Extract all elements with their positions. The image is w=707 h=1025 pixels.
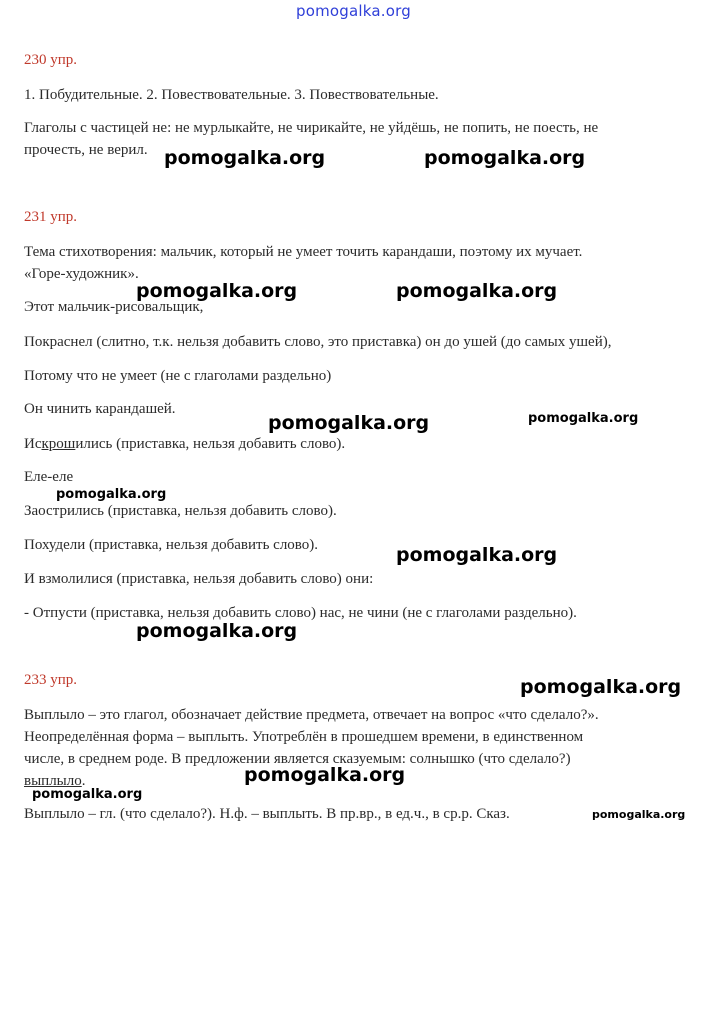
ex231-line-11: И взмолилися (приставка, нельзя добавить слово) они: <box>24 571 374 587</box>
watermark[interactable]: pomogalka.org <box>56 487 167 502</box>
ex233-line-3: числе, в среднем роде. В предложении является сказуемым: солнышко (что сделало?) <box>24 751 571 767</box>
ex233-line-1: Выплыло – это глагол, обозначает действие предмета, отвечает на вопрос «что сделало?». <box>24 707 599 723</box>
watermark[interactable]: pomogalka.org <box>136 620 298 642</box>
watermark[interactable]: pomogalka.org <box>396 280 558 302</box>
watermark[interactable]: pomogalka.org <box>32 787 143 802</box>
ex231-line-8: Еле-еле <box>24 469 74 485</box>
watermark[interactable]: pomogalka.org <box>164 147 326 169</box>
ex230-line-2: Глаголы с частицей не: не мурлыкайте, не чирикайте, не уйдёшь, не попить, не поесть, не <box>24 120 599 136</box>
site-header[interactable]: pomogalka.org <box>296 2 411 20</box>
exercise-230-heading: 230 упр. <box>24 52 78 68</box>
exercise-233-heading: 233 упр. <box>24 672 78 688</box>
watermark[interactable]: pomogalka.org <box>136 280 298 302</box>
ex233-line-5: Выплыло – гл. (что сделало?). Н.ф. – выплыть. В пр.вр., в ед.ч., в ср.р. Сказ. <box>24 806 510 822</box>
watermark[interactable]: pomogalka.org <box>424 147 586 169</box>
ex230-line-1: 1. Побудительные. 2. Повествовательные. 3. Повествовательные. <box>24 87 439 103</box>
underlined-word: выплыло <box>24 773 82 789</box>
ex231-line-3: Этот мальчик-рисовальщик, <box>24 299 204 315</box>
watermark[interactable]: pomogalka.org <box>244 764 406 786</box>
ex230-line-3: прочесть, не верил. <box>24 142 148 158</box>
word-part-root: крош <box>41 436 76 452</box>
ex231-line-9: Заострились (приставка, нельзя добавить слово). <box>24 503 337 519</box>
word-part-ending: ились <box>75 436 113 452</box>
ex233-line-2: Неопределённая форма – выплыть. Употреблён в прошедшем времени, в единственном <box>24 729 584 745</box>
ex231-line-10: Похудели (приставка, нельзя добавить слово). <box>24 537 319 553</box>
exercise-231-heading: 231 упр. <box>24 209 78 225</box>
ex231-line-6: Он чинить карандашей. <box>24 401 176 417</box>
period: . <box>81 773 86 789</box>
ex231-line-7 <box>24 436 345 453</box>
watermark[interactable]: pomogalka.org <box>528 411 639 426</box>
watermark[interactable]: pomogalka.org <box>396 544 558 566</box>
watermark[interactable]: pomogalka.org <box>268 412 430 434</box>
ex231-line-5: Потому что не умеет (не с глаголами раздельно) <box>24 368 332 384</box>
ex231-line-7-rest: (приставка, нельзя добавить слово). <box>116 436 346 452</box>
watermark[interactable]: pomogalka.org <box>520 676 682 698</box>
word-part-prefix: Ис <box>24 436 42 452</box>
ex231-line-1: Тема стихотворения: мальчик, который не умеет точить карандаши, поэтому их мучает. <box>24 244 583 260</box>
ex231-line-2: «Горе-художник». <box>24 266 139 282</box>
ex231-line-4: Покраснел (слитно, т.к. нельзя добавить слово, это приставка) он до ушей (до самых ушей), <box>24 334 612 350</box>
watermark[interactable]: pomogalka.org <box>592 808 686 821</box>
ex231-line-12: - Отпусти (приставка, нельзя добавить слово) нас, не чини (не с глаголами раздельно). <box>24 605 577 621</box>
